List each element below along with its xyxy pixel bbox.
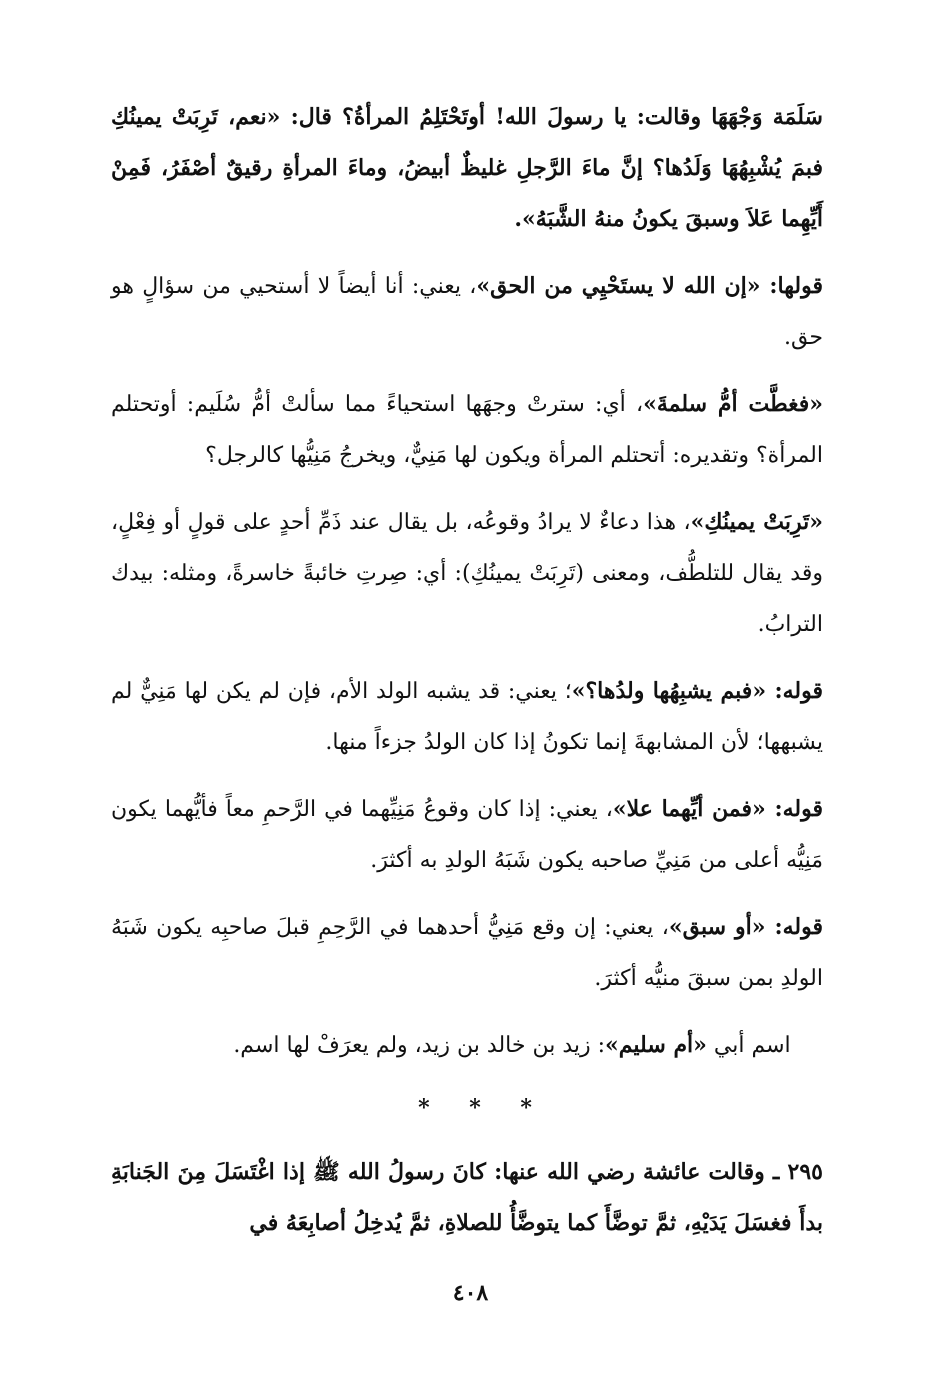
page-number: ٤٠٨	[452, 1280, 489, 1306]
paragraph-commentary-5	[111, 784, 823, 886]
commentary-quote: «فبم يشبِهُها ولدُها؟»	[571, 678, 767, 704]
paragraph-commentary-1	[111, 261, 823, 363]
hadith-text: سَلَمَة وَجْهَهَا وقالت: يا رسولَ الله! أوتَحْتَلِمُ المرأةُ؟ قال: «نعم، تَرِبَتْ يمينُكِ فبمَ يُشْبِهُهَا وَلَدُها؟ إنَّ ماءَ الرَّجلِ غليظٌ أبيضُ، وماءَ المرأةِ رقيقٌ أصْفَرُ، فَمِنْ أَيِّهِما عَلاَ وسبقَ يكونُ منهُ الشَّبَهُ».	[111, 104, 823, 232]
name-note	[111, 1020, 823, 1071]
commentary-quote: «إن الله لا يستَحْيِي من الحق»	[476, 273, 761, 299]
commentary-text: ، يعني: إن وقع مَنِيُّ أحدهما في الرَّحِمِ قبلَ صاحبِه يكون شَبَهُ الولدِ بمن سبقَ منيُّه أكثرَ.	[111, 915, 823, 991]
commentary-text: ؛ يعني: قد يشبه الولد الأم، فإن لم يكن لها مَنِيٌّ لم يشبهها؛ لأن المشابهةَ إنما تكونُ إذا كان الولدُ جزءاً منها.	[111, 679, 823, 755]
paragraph-hadith-continuation	[111, 92, 823, 245]
paragraph-commentary-3	[111, 497, 823, 650]
page-body	[111, 92, 823, 1265]
commentary-text: ، يعني: إذا كان وقوعُ مَنِيِّهما في الرَّحمِ معاً فأيُّهما يكون مَنِيُّه أعلى من مَنِيِّ صاحبه يكون شَبَهُ الولدِ به أكثرَ.	[111, 797, 823, 873]
paragraph-commentary-6	[111, 902, 823, 1004]
commentary-quote: «فمن أيِّهما علا»	[612, 796, 766, 822]
commentary-text: ، هذا دعاءٌ لا يرادُ وقوعُه، بل يقال عند ذَمِّ أحدٍ على قولٍ أو فِعْلٍ، وقد يقال للتلطُّف، ومعنى (تَرِبَتْ يمينُكِ): أي: صِرتِ خائبةً خاسرةً، ومثله: بيدك الترابُ.	[111, 510, 823, 637]
commentary-lead: قوله:	[766, 678, 823, 704]
name-note-after: : زيد بن خالد بن زيد، ولم يعرَفْ لها اسم.	[233, 1033, 606, 1058]
commentary-quote: «أو سبق»	[668, 914, 766, 940]
commentary-lead: قولها:	[760, 273, 823, 299]
section-separator: * * *	[418, 1095, 548, 1121]
paragraph-commentary-4	[111, 666, 823, 768]
commentary-lead: قوله:	[765, 796, 823, 822]
name-note-bold: «أم سليم»	[605, 1032, 707, 1058]
commentary-quote: «تَرِبَتْ يمينُكِ»	[690, 509, 823, 535]
hadith-295-text: ٢٩٥ ـ وقالت عائشة رضي الله عنها: كانَ رسولُ الله ﷺ إذا اغْتَسَلَ مِنَ الجَنابَةِ بدأَ فغسَلَ يَدَيْهِ، ثمَّ توضَّأَ كما يتوضَّأُ للصلاةِ، ثمَّ يُدخِلُ أصابِعَهُ في	[111, 1159, 823, 1236]
commentary-text: ، يعني: أنا أيضاً لا أستحيي من سؤالٍ هو حق.	[111, 274, 823, 350]
commentary-lead: قوله:	[765, 914, 823, 940]
commentary-text: ، أي: سترتْ وجهَها استحياءً مما سألتْ أمُّ سُلَيم: أوتحتلم المرأة؟ وتقديره: أتحتلم المرأة ويكون لها مَنِيٌّ، ويخرجُ مَنِيُّها كالرجل؟	[111, 392, 823, 468]
commentary-quote: «فغطَّت أمُّ سلمةَ»	[643, 391, 823, 417]
paragraph-hadith-295	[111, 1147, 823, 1249]
paragraph-commentary-2	[111, 379, 823, 481]
name-note-before: اسم أبي	[706, 1033, 791, 1058]
